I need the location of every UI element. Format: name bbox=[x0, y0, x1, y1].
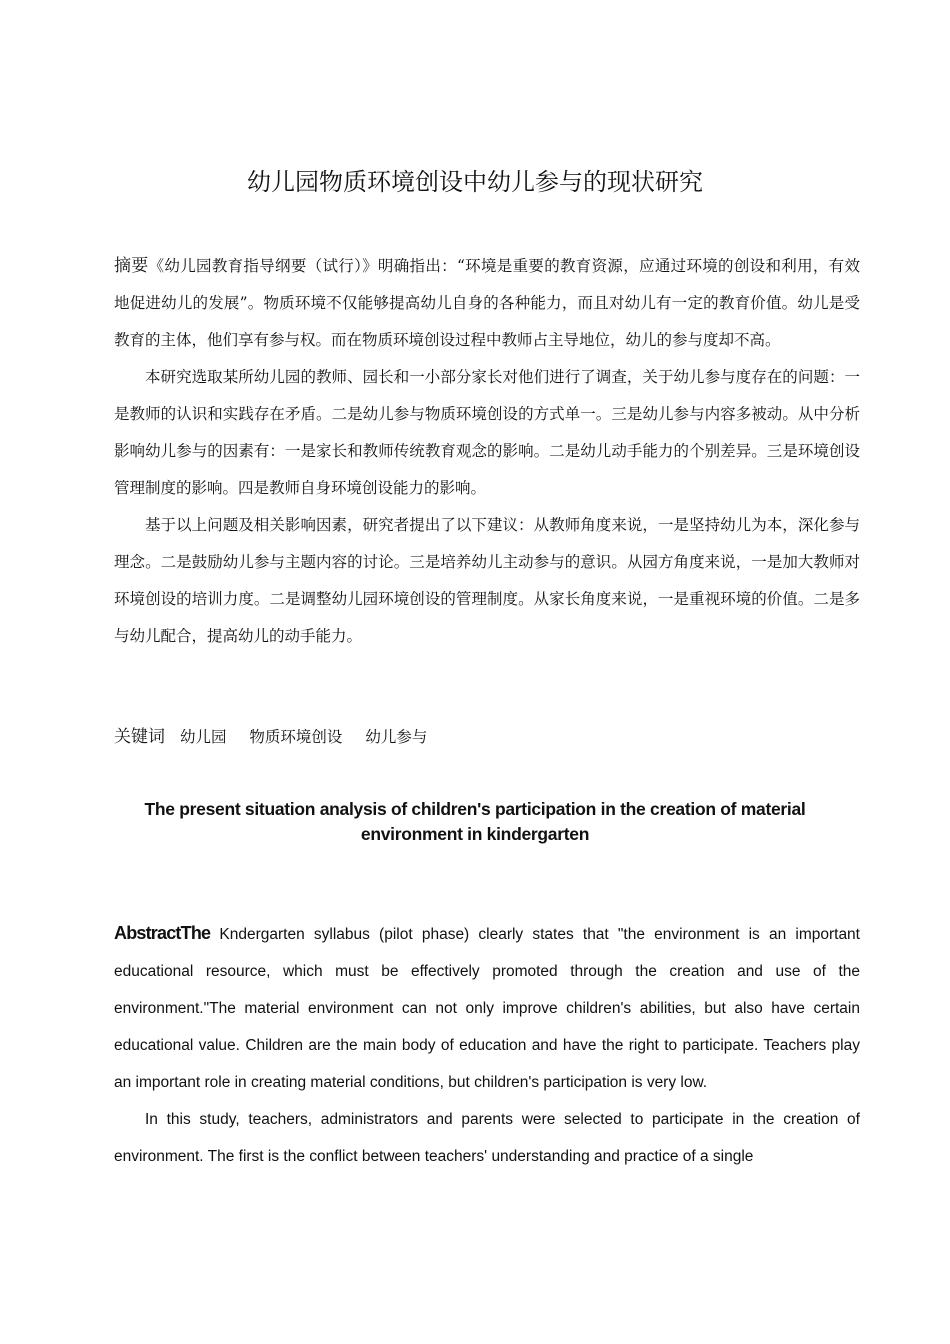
chinese-abstract bbox=[114, 248, 860, 655]
keyword: 幼儿参与 bbox=[365, 728, 428, 746]
keyword: 物质环境创设 bbox=[249, 728, 343, 746]
english-paragraph-1 bbox=[114, 915, 860, 1101]
abstract-text-1: 《幼儿园教育指导纲要（试行）》明确指出：“环境是重要的教育资源，应通过环境的创设和利用，有效地促进幼儿的发展”。物质环境不仅能够提高幼儿自身的各种能力，而且对幼儿有一定的教育价值。幼儿是受教育的主体，他们享有参与权。而在物质环境创设过程中教师占主导地位，幼儿的参与度却不高。 bbox=[114, 257, 860, 349]
abstract-label: 摘要 bbox=[114, 256, 149, 276]
english-abstract bbox=[114, 915, 860, 1175]
abstract-paragraph-3: 基于以上问题及相关影响因素，研究者提出了以下建议：从教师角度来说，一是坚持幼儿为本，深化参与理念。二是鼓励幼儿参与主题内容的讨论。三是培养幼儿主动参与的意识。从园方角度来说，一是加大教师对环境创设的培训力度。二是调整幼儿园环境创设的管理制度。从家长角度来说，一是重视环境的价值。二是多与幼儿配合，提高幼儿的动手能力。 bbox=[114, 516, 860, 645]
english-paragraph-2: In this study, teachers, administrators and parents were selected to participate in the creation of environment. The first is the conflict between teachers' understanding and practice of a single bbox=[114, 1111, 860, 1165]
keywords-label: 关键词 bbox=[114, 727, 165, 747]
keyword: 幼儿园 bbox=[179, 728, 227, 746]
english-text-1: Kndergarten syllabus (pilot phase) clearly states that "the environment is an important educational resource, which must be effectively promoted through the creation and use of the environment."The material environment can not only improve children's abilities, but also have certain educational value. Children are the main body of education and have the right to participate. Teachers play an important role in creating material conditions, but children's participation is very low. bbox=[114, 926, 860, 1091]
abstract-paragraph-2: 本研究选取某所幼儿园的教师、园长和一小部分家长对他们进行了调查，关于幼儿参与度存在的问题：一是教师的认识和实践存在矛盾。二是幼儿参与物质环境创设的方式单一。三是幼儿参与内容多被动。从中分析影响幼儿参与的因素有：一是家长和教师传统教育观念的影响。二是幼儿动手能力的个别差异。三是环境创设管理制度的影响。四是教师自身环境创设能力的影响。 bbox=[114, 368, 860, 497]
chinese-title: 幼儿园物质环境创设中幼儿参与的现状研究 bbox=[247, 168, 703, 196]
abstract-paragraph-1 bbox=[114, 248, 860, 359]
keywords-line bbox=[114, 722, 445, 747]
english-abstract-label: AbstractThe bbox=[114, 923, 211, 943]
english-title: The present situation analysis of children's participation in the creation of material environment in kindergarten bbox=[144, 799, 806, 844]
